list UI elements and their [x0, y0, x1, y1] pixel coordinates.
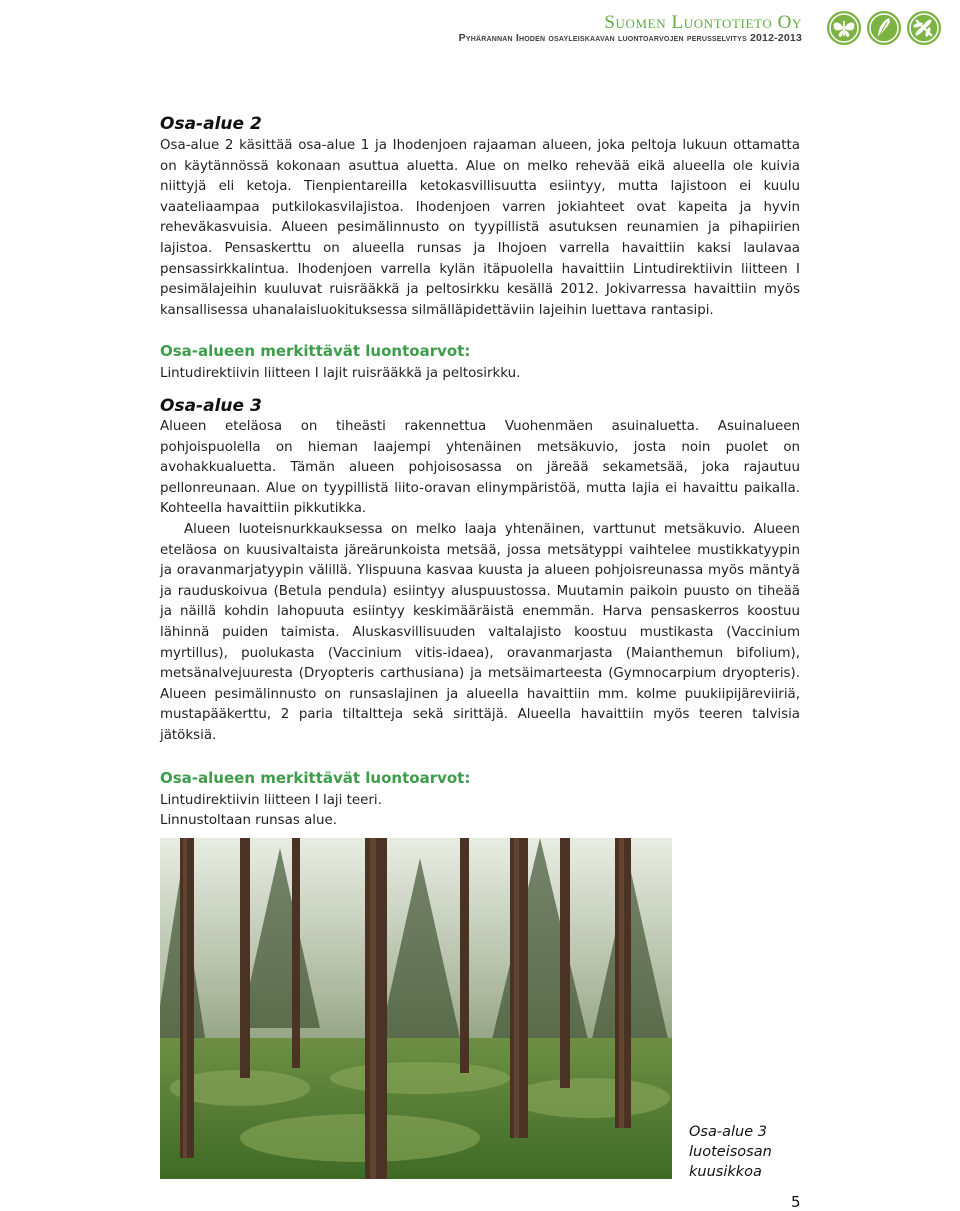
caption-line: kuusikkoa — [689, 1164, 762, 1180]
values-heading: Osa-alueen merkittävät luontoarvot: — [160, 768, 471, 787]
forest-photo — [160, 838, 672, 1179]
section-title: Osa-alue 2 — [160, 114, 262, 134]
values-line: Lintudirektiivin liitteen I laji teeri. — [160, 792, 382, 808]
brand-name: Suomen Luontotieto Oy — [604, 12, 802, 33]
butterfly-icon — [826, 10, 862, 46]
values-line: Linnustoltaan runsas alue. — [160, 813, 337, 829]
section-paragraph-2: Alueen luoteisnurkkauksessa on melko laaja yhtenäinen, varttunut metsäkuvio. Alueen eteläosa on kuusivaltaista järeärunkoista metsää, jossa metsätyppi vaihtelee mustikkatyypin ja oravanmarjatyypin välillä. Ylispuuna kasvaa kuusta ja alueen pohjoisreunassa myös mäntyä ja rauduskoivua (Betula pendula) esiintyy aluspuustossa. Muutamin paikoin puusto on tiheää ja näillä kohdin lahopuuta esiintyy keskimääräistä enemmän. Harva pensaskerros koostuu lähinnä puiden taimista. Aluskasvillisuuden valtalajisto koostuu mustikasta (Vaccinium myrtillus), puolukasta (Vaccinium vitis-idaea), oravanmarjasta (Maianthemun bifolium), metsänalvejuuresta (Dryopteris carthusiana) ja metsäimarteesta (Gymnocarpium dryopteris). Alueen pesimälinnusto on runsaslajinen ja alueella havaittiin mm. kolme puukiipijäreviiriä, mustapääkerttu, 2 paria tiltaltteja sekä sirittäjä. Alueella havaittiin myös teeren talvisia jätöksiä. — [160, 521, 800, 743]
logo-group — [826, 10, 942, 46]
section-osa-alue-2 — [160, 114, 800, 385]
photo-caption — [689, 1122, 772, 1182]
values-line: Lintudirektiivin liitteen I lajit ruisrääkkä ja peltosirkku. — [160, 366, 521, 382]
dragonfly-icon — [906, 10, 942, 46]
section-paragraph-1: Alueen eteläosa on tiheästi rakennettua Vuohenmäen asuinaluetta. Asuinalueen pohjoispuolella on hieman laajempi yhtenäinen metsäkuvio, josta noin puolet on avohakkualuetta. Tämän alueen pohjoisosassa on järeää sekametsää, joka rajautuu pellonreunaan. Alue on tyypillistä liito-oravan elinympäristöä, mutta lajia ei havaittu paikalla. Kohteella havaittiin pikkutikka. — [160, 419, 800, 517]
section-paragraph: Osa-alue 2 käsittää osa-alue 1 ja Ihodenjoen rajaaman alueen, joka peltoja lukuun ottamatta on käytännössä kokonaan asuttua aluetta. Alue on melko rehevää eikä alueella ole kuivia niittyjä eli ketoja. Tienpientareilla ketokasvillisuutta esiintyy, mutta lajistoon ei kuulu vaateliaampaa putkilokasvilajistoa. Ihodenjoen varren jokiahteet ovat kapeita ja hyvin reheväkasvuisia. Alueen pesimälinnusto on tyypillistä asutuksen reunamien ja pihapiirien lajistoa. Pensaskerttu on alueella runsas ja Ihojoen varrella havaittiin kaksi laulavaa pensassirkkalintua. Ihodenjoen varrella kylän itäpuolella havaittiin Lintudirektiivin liitteen I pesimälajeihin kuuluvat ruisrääkkä ja peltosirkku kesällä 2012. Jokivarressa havaittiin myös kansallisessa uhanalaisluokituksessa silmälläpidettäviin lajeihin luettava rantasipi. — [160, 138, 800, 318]
values-heading: Osa-alueen merkittävät luontoarvot: — [160, 342, 471, 361]
section-title: Osa-alue 3 — [160, 396, 262, 416]
page-number: 5 — [791, 1193, 801, 1211]
caption-line: Osa-alue 3 — [689, 1124, 767, 1140]
bird-feather-icon — [866, 10, 902, 46]
caption-line: luoteisosan — [689, 1144, 772, 1160]
report-subtitle: Pyhärannan Ihoden osayleiskaavan luontoarvojen perusselvitys 2012-2013 — [458, 32, 802, 44]
page-header — [0, 10, 960, 50]
section-osa-alue-3 — [160, 396, 800, 832]
